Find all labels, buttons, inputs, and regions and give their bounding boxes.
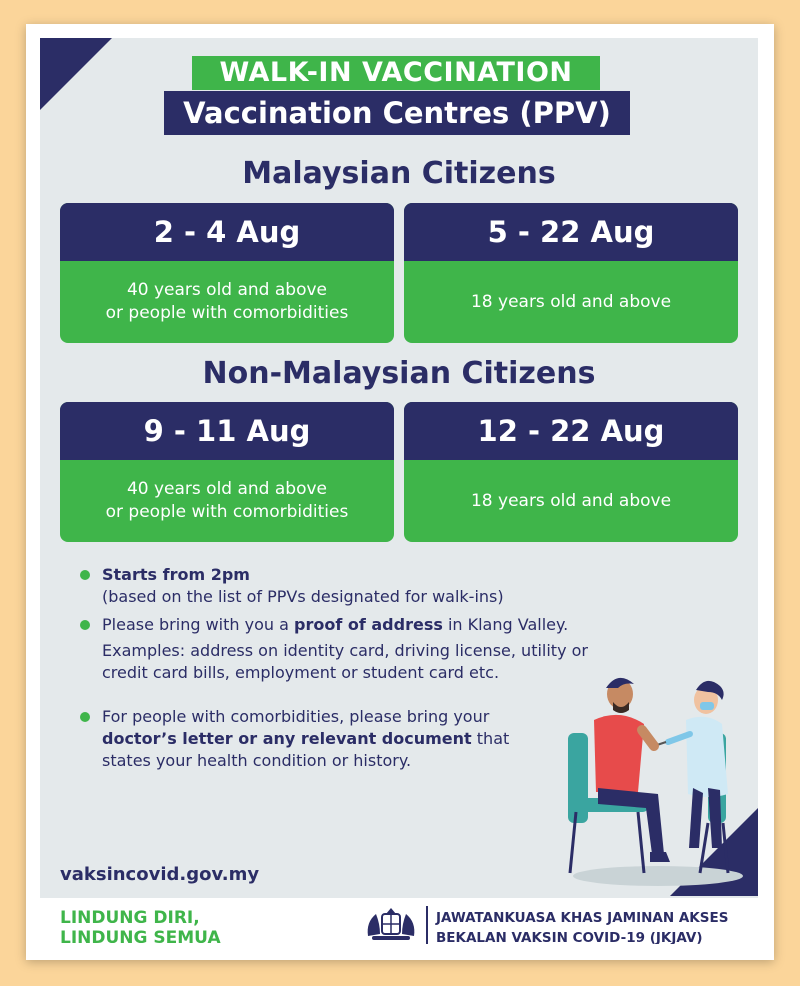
- slogan: [60, 908, 221, 944]
- bullet-dot-icon: [80, 712, 90, 722]
- committee-line-1: JAWATANKUASA KHAS JAMINAN AKSES: [436, 910, 729, 926]
- note-start-time-detail: (based on the list of PPVs designated for walk-ins): [102, 587, 504, 606]
- footer-divider: [426, 906, 428, 944]
- card-eligibility: 40 years old and above or people with comorbidities: [105, 280, 349, 323]
- note-text: For people with comorbidities, please bring your: [102, 707, 490, 726]
- note-examples: Examples: address on identity card, driving license, utility or credit card bills, employment or student card etc.: [102, 641, 588, 682]
- note-start-time: [76, 564, 636, 608]
- bullet-dot-icon: [80, 620, 90, 630]
- card-malaysian-phase-2: [404, 203, 738, 343]
- card-non-malaysian-phase-1: [60, 402, 394, 542]
- corner-decoration-top-left: [40, 38, 112, 110]
- note-text: in Klang Valley.: [442, 615, 569, 634]
- slogan-line-2: LINDUNG SEMUA: [60, 928, 221, 944]
- card-eligibility: 18 years old and above: [470, 490, 672, 511]
- note-proof-of-address-text: [102, 614, 636, 636]
- card-dates: 9 - 11 Aug: [60, 402, 394, 460]
- vaccination-illustration: [558, 638, 758, 888]
- committee-line-2: BEKALAN VAKSIN COVID-19 (JKJAV): [436, 930, 703, 944]
- heading-malaysian-citizens: Malaysian Citizens: [242, 156, 556, 191]
- card-eligibility: 40 years old and above or people with comorbidities: [105, 479, 349, 522]
- website-link[interactable]: vaksincovid.gov.my: [60, 864, 260, 885]
- note-bold-text: proof of address: [293, 615, 443, 634]
- card-dates: 12 - 22 Aug: [404, 402, 738, 460]
- title-walk-in: WALK-IN VACCINATION: [192, 56, 600, 90]
- note-comorbidities: [76, 706, 542, 772]
- note-start-time-bold: Starts from 2pm: [102, 565, 250, 584]
- committee-name: [436, 908, 728, 944]
- heading-non-malaysian-citizens: Non-Malaysian Citizens: [202, 356, 596, 391]
- card-malaysian-phase-1: [60, 203, 394, 343]
- malaysia-coat-of-arms-icon: [362, 904, 420, 942]
- card-non-malaysian-phase-2: [404, 402, 738, 542]
- card-dates: 2 - 4 Aug: [60, 203, 394, 261]
- note-text: that states your health condition or history.: [102, 729, 510, 770]
- card-dates: 5 - 22 Aug: [404, 203, 738, 261]
- note-bold-text: doctor’s letter or any relevant document: [102, 729, 472, 748]
- notes-list: [76, 564, 636, 772]
- card-eligibility: 18 years old and above: [470, 291, 672, 312]
- note-comorbidities-text: [102, 706, 542, 772]
- note-text: Please bring with you a: [102, 615, 294, 634]
- poster: [40, 38, 758, 944]
- bullet-dot-icon: [80, 570, 90, 580]
- title-vaccination-centres: Vaccination Centres (PPV): [164, 91, 630, 135]
- slogan-line-1: LINDUNG DIRI,: [60, 908, 200, 928]
- note-proof-of-address: [76, 614, 636, 684]
- footer: [40, 898, 758, 944]
